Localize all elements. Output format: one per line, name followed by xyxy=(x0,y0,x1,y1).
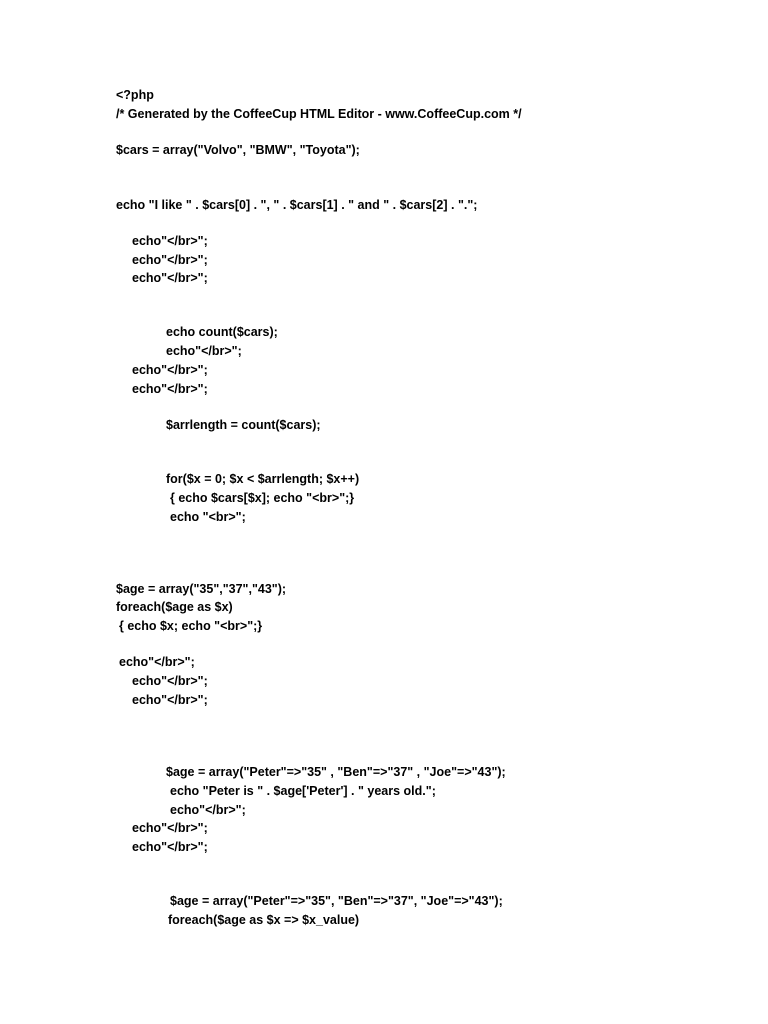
code-line: $age = array("35","37","43"); xyxy=(116,582,287,596)
code-line: for($x = 0; $x < $arrlength; $x++) xyxy=(166,472,360,486)
code-line: $age = array("Peter"=>"35" , "Ben"=>"37" , "Joe"=>"43"); xyxy=(166,765,506,779)
code-line: foreach($age as $x) xyxy=(116,600,233,614)
code-line: { echo $cars[$x]; echo "<br>";} xyxy=(170,491,355,505)
code-line: echo"</br>"; xyxy=(132,271,208,285)
code-line: echo"</br>"; xyxy=(132,674,208,688)
code-line: echo"</br>"; xyxy=(132,382,208,396)
code-line: $arrlength = count($cars); xyxy=(166,418,321,432)
code-line: echo"</br>"; xyxy=(132,693,208,707)
code-line: echo"</br>"; xyxy=(132,840,208,854)
code-line: echo count($cars); xyxy=(166,325,278,339)
code-line: { echo $x; echo "<br>";} xyxy=(119,619,263,633)
code-line: <?php xyxy=(116,88,154,102)
code-line: echo "Peter is " . $age['Peter'] . " years old."; xyxy=(170,784,436,798)
code-line: echo"</br>"; xyxy=(132,234,208,248)
code-line: echo "I like " . $cars[0] . ", " . $cars[1] . " and " . $cars[2] . "."; xyxy=(116,198,478,212)
code-line: echo"</br>"; xyxy=(132,363,208,377)
code-line: echo"</br>"; xyxy=(170,803,246,817)
code-line: /* Generated by the CoffeeCup HTML Editor - www.CoffeeCup.com */ xyxy=(116,107,522,121)
code-line: echo"</br>"; xyxy=(166,344,242,358)
code-line: foreach($age as $x => $x_value) xyxy=(168,913,360,927)
code-line: $age = array("Peter"=>"35", "Ben"=>"37", "Joe"=>"43"); xyxy=(170,894,503,908)
code-line: $cars = array("Volvo", "BMW", "Toyota"); xyxy=(116,143,360,157)
code-line: echo"</br>"; xyxy=(119,655,195,669)
code-line: echo"</br>"; xyxy=(132,821,208,835)
code-line: echo "<br>"; xyxy=(170,510,246,524)
code-line: echo"</br>"; xyxy=(132,253,208,267)
